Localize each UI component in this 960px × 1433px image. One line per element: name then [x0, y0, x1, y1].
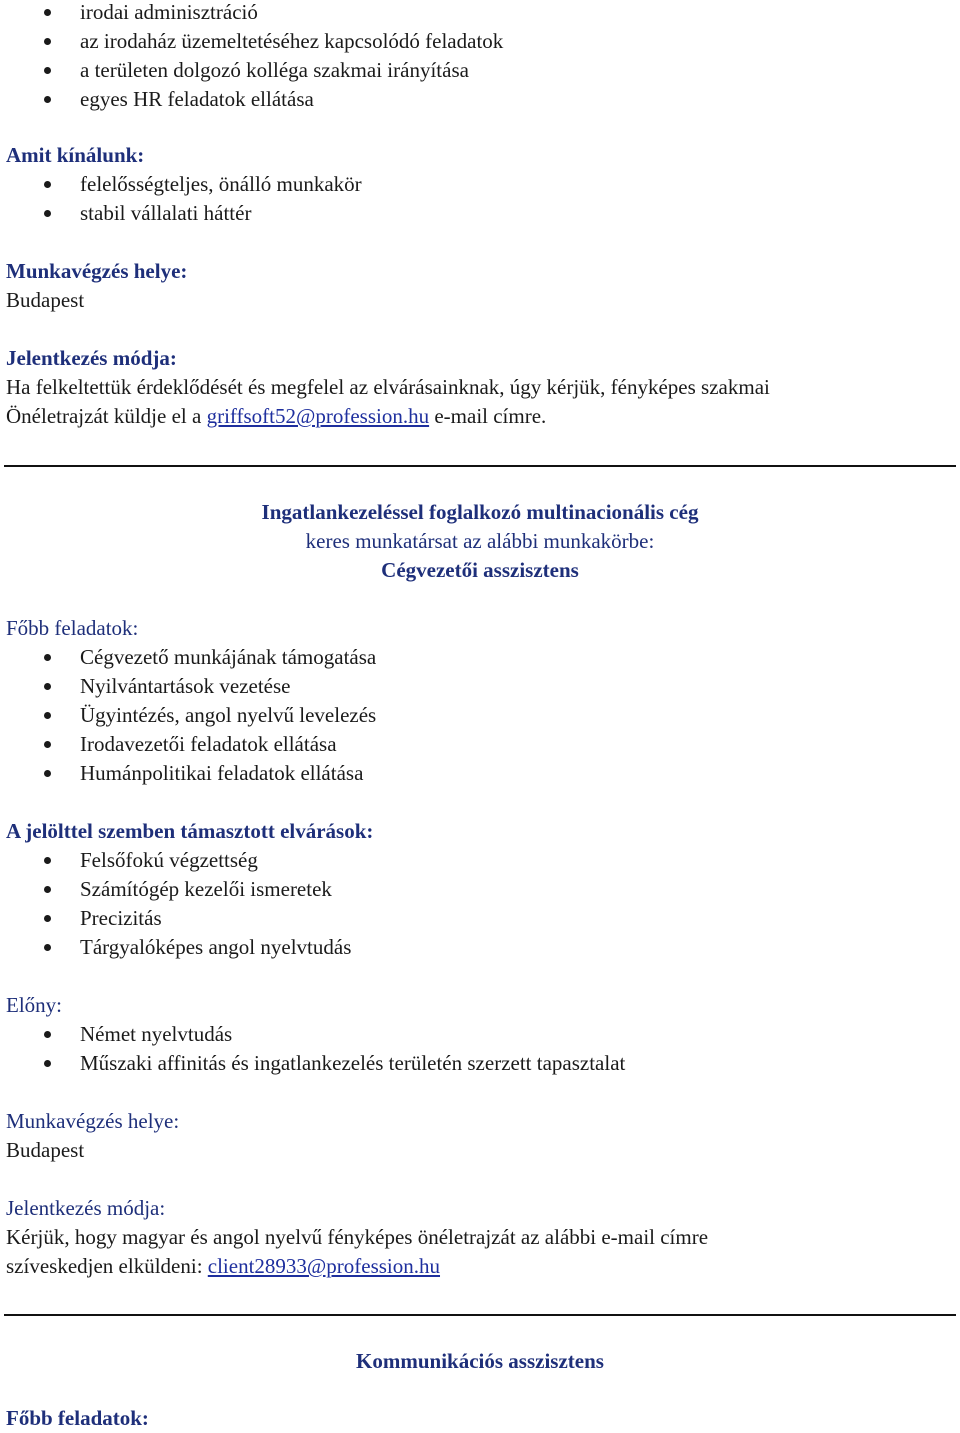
apply-text-line2-2: szíveskedjen elküldeni: client28933@profession.hu	[6, 1254, 441, 1278]
list-item: Számítógép kezelői ismeretek	[0, 875, 351, 904]
list-item: egyes HR feladatok ellátása	[0, 85, 503, 114]
requirements-heading: A jelölttel szemben támasztott elvárások:	[6, 819, 374, 843]
offer-heading: Amit kínálunk:	[6, 143, 145, 167]
location-value-2: Budapest	[6, 1138, 85, 1162]
tasks-heading: Főbb feladatok:	[6, 616, 139, 640]
job-title: Cégvezetői asszisztens	[381, 558, 579, 582]
list-item: Műszaki affinitás és ingatlankezelés területén szerzett tapasztalat	[0, 1049, 625, 1078]
apply-heading-2: Jelentkezés módja:	[6, 1196, 166, 1220]
list-item: irodai adminisztráció	[0, 0, 503, 27]
list-item: Ügyintézés, angol nyelvű levelezés	[0, 701, 376, 730]
section-divider	[4, 465, 956, 467]
bullet-icon	[44, 96, 51, 103]
apply-email-link[interactable]: griffsoft52@profession.hu	[206, 404, 430, 428]
advantage-heading: Előny:	[6, 993, 62, 1017]
location-heading-2: Munkavégzés helye:	[6, 1109, 180, 1133]
list-item: Precizitás	[0, 904, 351, 933]
location-heading: Munkavégzés helye:	[6, 259, 188, 283]
list-item: felelősségteljes, önálló munkakör	[0, 170, 362, 199]
bullet-icon	[44, 181, 51, 188]
bullet-icon	[44, 210, 51, 217]
bullet-icon	[44, 1060, 51, 1067]
bullet-icon	[44, 67, 51, 74]
bullet-icon	[44, 683, 51, 690]
list-item: Irodavezetői feladatok ellátása	[0, 730, 376, 759]
bullet-icon	[44, 741, 51, 748]
requirements-list	[0, 846, 351, 962]
advantages-list	[0, 1020, 625, 1078]
bullet-icon	[44, 915, 51, 922]
list-item: Nyilvántartások vezetése	[0, 672, 376, 701]
tasks-heading-2: Főbb feladatok:	[6, 1406, 149, 1430]
apply-text-line1-2: Kérjük, hogy magyar és angol nyelvű fényképes önéletrajzát az alábbi e-mail címre	[6, 1225, 709, 1249]
section-divider-2	[4, 1314, 956, 1316]
company-title: Ingatlankezeléssel foglalkozó multinacionális cég	[261, 500, 699, 524]
list-item: Felsőfokú végzettség	[0, 846, 351, 875]
list-item: Tárgyalóképes angol nyelvtudás	[0, 933, 351, 962]
bullet-icon	[44, 770, 51, 777]
apply-text-line2: Önéletrajzát küldje el a griffsoft52@profession.hu e-mail címre.	[6, 404, 547, 428]
offer-list	[0, 170, 362, 228]
bullet-icon	[44, 712, 51, 719]
bullet-icon	[44, 1031, 51, 1038]
list-item: stabil vállalati háttér	[0, 199, 362, 228]
apply-heading: Jelentkezés módja:	[6, 346, 177, 370]
location-value: Budapest	[6, 288, 85, 312]
list-item: Humánpolitikai feladatok ellátása	[0, 759, 376, 788]
list-item: Német nyelvtudás	[0, 1020, 625, 1049]
list-item: Cégvezető munkájának támogatása	[0, 643, 376, 672]
list-item: a területen dolgozó kolléga szakmai irányítása	[0, 56, 503, 85]
bullet-icon	[44, 9, 51, 16]
company-subtitle: keres munkatársat az alábbi munkakörbe:	[305, 529, 655, 553]
task-list-continued	[0, 0, 503, 114]
apply-email-link-2[interactable]: client28933@profession.hu	[207, 1254, 441, 1278]
bullet-icon	[44, 886, 51, 893]
bullet-icon	[44, 38, 51, 45]
job-title-2: Kommunikációs asszisztens	[356, 1349, 604, 1373]
task-list	[0, 643, 376, 788]
bullet-icon	[44, 944, 51, 951]
bullet-icon	[44, 654, 51, 661]
apply-text-line1: Ha felkeltettük érdeklődését és megfelel az elvárásainknak, úgy kérjük, fényképes szakmai	[6, 375, 770, 399]
bullet-icon	[44, 857, 51, 864]
list-item: az irodaház üzemeltetéséhez kapcsolódó feladatok	[0, 27, 503, 56]
